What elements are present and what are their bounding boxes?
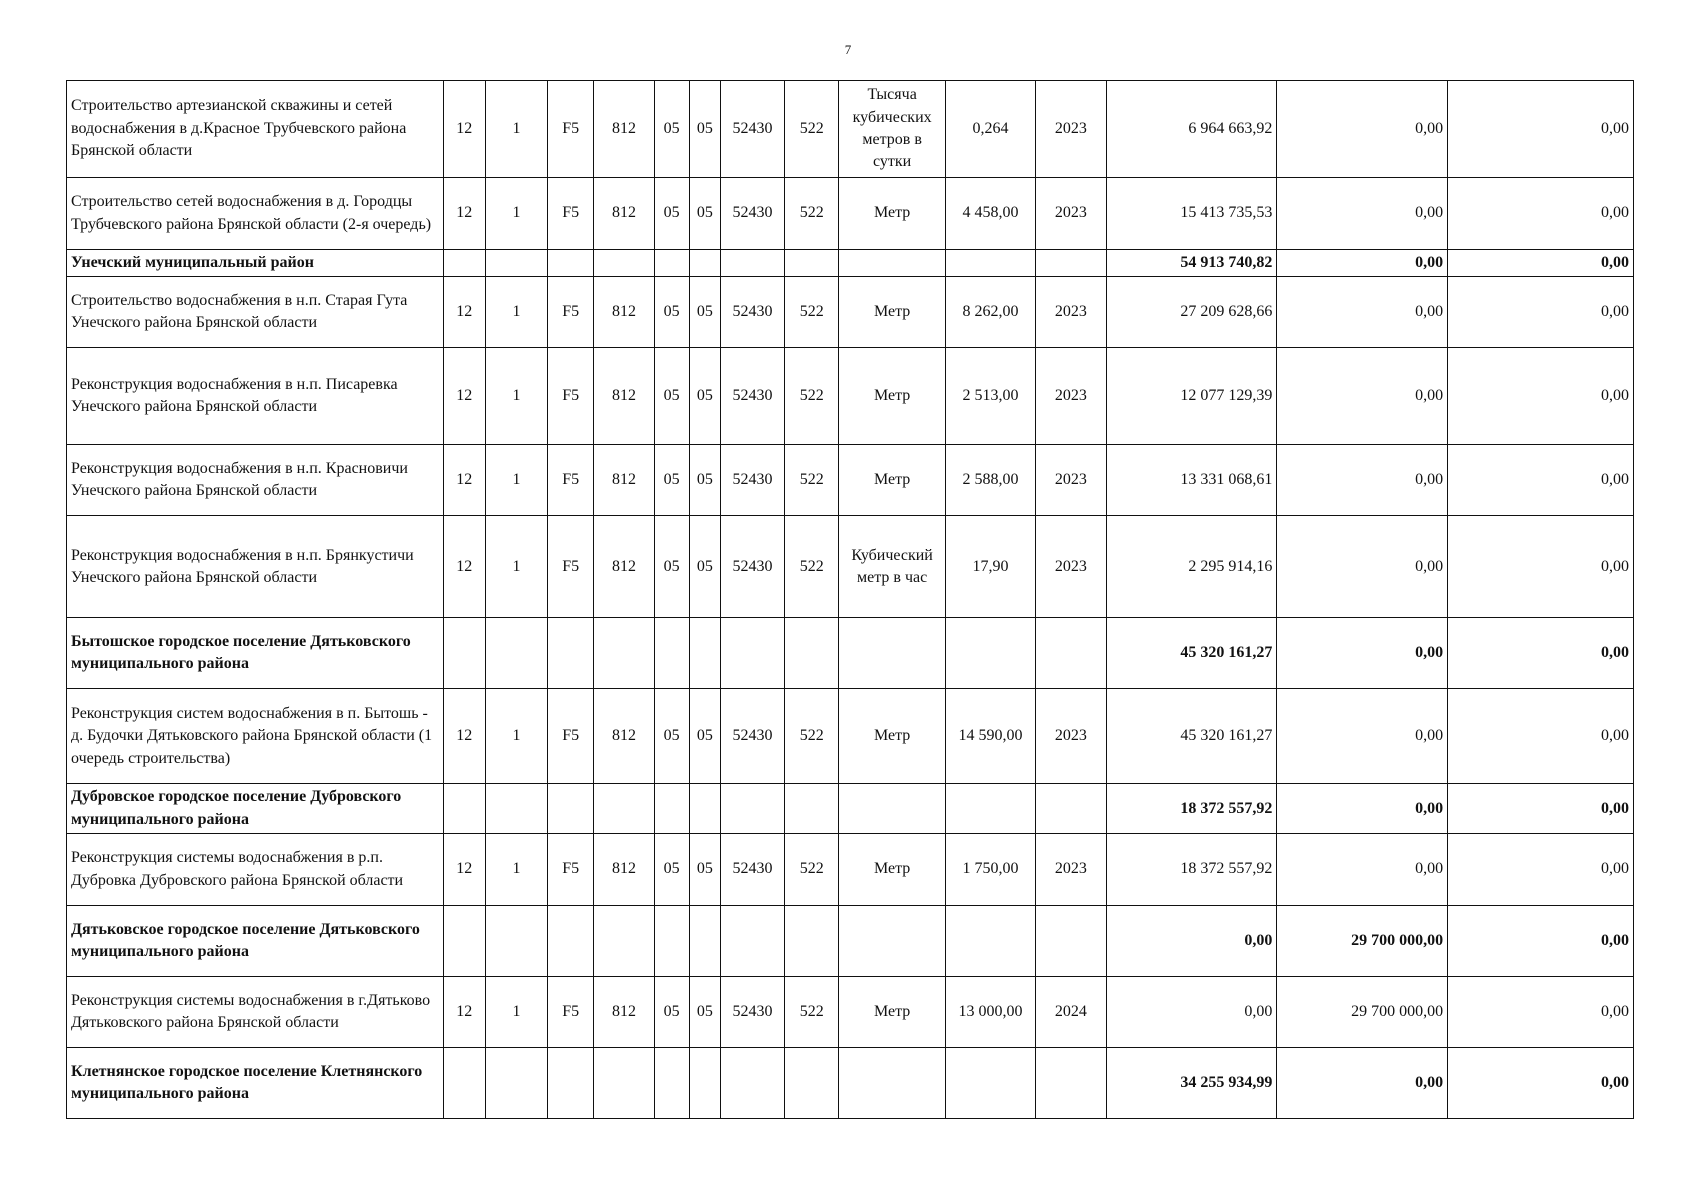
capacity-cell: 1 750,00 — [945, 834, 1035, 906]
amount-cell: 0,00 — [1277, 834, 1448, 906]
amount-cell: 0,00 — [1106, 906, 1277, 977]
capacity-cell: 2 588,00 — [945, 445, 1035, 516]
unit-cell: Метр — [839, 834, 945, 906]
year-cell: 2023 — [1036, 516, 1106, 618]
code-cell: 52430 — [720, 516, 784, 618]
object-name-cell: Строительство водоснабжения в н.п. Старая Гута Унечского района Брянской области — [67, 277, 444, 348]
code-cell: 1 — [485, 178, 547, 250]
code-cell: 05 — [654, 178, 689, 250]
code-cell: 05 — [654, 81, 689, 178]
amount-cell: 0,00 — [1277, 784, 1448, 834]
table-row — [67, 689, 1634, 784]
amount-cell: 0,00 — [1448, 689, 1634, 784]
amount-cell: 6 964 663,92 — [1106, 81, 1277, 178]
code-cell: 812 — [594, 689, 654, 784]
code-cell: 52430 — [720, 689, 784, 784]
code-cell: 812 — [594, 977, 654, 1048]
amount-cell: 0,00 — [1277, 689, 1448, 784]
code-cell: F5 — [548, 977, 594, 1048]
year-cell: 2023 — [1036, 348, 1106, 445]
year-cell: 2023 — [1036, 81, 1106, 178]
capacity-cell: 17,90 — [945, 516, 1035, 618]
code-cell: 12 — [443, 178, 485, 250]
group-total-row — [67, 618, 1634, 689]
amount-cell: 15 413 735,53 — [1106, 178, 1277, 250]
group-total-row — [67, 784, 1634, 834]
code-cell: 05 — [654, 348, 689, 445]
code-cell: 1 — [485, 277, 547, 348]
code-cell: 05 — [689, 81, 720, 178]
code-cell: 05 — [654, 977, 689, 1048]
group-name-cell: Дубровское городское поселение Дубровского муниципального района — [67, 784, 444, 834]
group-name-cell: Дятьковское городское поселение Дятьковского муниципального района — [67, 906, 444, 977]
code-cell: 1 — [485, 445, 547, 516]
code-cell: 1 — [485, 348, 547, 445]
amount-cell: 0,00 — [1277, 618, 1448, 689]
code-cell: 12 — [443, 516, 485, 618]
unit-cell: Метр — [839, 689, 945, 784]
amount-cell: 0,00 — [1448, 178, 1634, 250]
code-cell: 812 — [594, 178, 654, 250]
unit-cell: Метр — [839, 277, 945, 348]
amount-cell: 45 320 161,27 — [1106, 689, 1277, 784]
code-cell: 12 — [443, 81, 485, 178]
amount-cell: 2 295 914,16 — [1106, 516, 1277, 618]
code-cell: F5 — [548, 277, 594, 348]
amount-cell: 45 320 161,27 — [1106, 618, 1277, 689]
code-cell: 812 — [594, 445, 654, 516]
code-cell: 05 — [689, 516, 720, 618]
code-cell: 52430 — [720, 81, 784, 178]
unit-cell: Метр — [839, 348, 945, 445]
code-cell: 12 — [443, 277, 485, 348]
code-cell: 812 — [594, 81, 654, 178]
unit-cell: Метр — [839, 178, 945, 250]
code-cell: F5 — [548, 81, 594, 178]
amount-cell: 54 913 740,82 — [1106, 250, 1277, 277]
table-row — [67, 277, 1634, 348]
code-cell: 05 — [654, 277, 689, 348]
code-cell: 1 — [485, 81, 547, 178]
group-name-cell: Бытошское городское поселение Дятьковского муниципального района — [67, 618, 444, 689]
code-cell: 1 — [485, 516, 547, 618]
code-cell: 522 — [785, 277, 839, 348]
year-cell: 2024 — [1036, 977, 1106, 1048]
capacity-cell: 14 590,00 — [945, 689, 1035, 784]
object-name-cell: Реконструкция водоснабжения в н.п. Брянкустичи Унечского района Брянской области — [67, 516, 444, 618]
code-cell: F5 — [548, 348, 594, 445]
code-cell: 52430 — [720, 834, 784, 906]
unit-cell: Кубический метр в час — [839, 516, 945, 618]
code-cell: 05 — [654, 689, 689, 784]
amount-cell: 0,00 — [1448, 250, 1634, 277]
amount-cell: 0,00 — [1448, 977, 1634, 1048]
amount-cell: 0,00 — [1448, 906, 1634, 977]
code-cell: 522 — [785, 516, 839, 618]
amount-cell: 0,00 — [1448, 834, 1634, 906]
object-name-cell: Реконструкция системы водоснабжения в р.п. Дубровка Дубровского района Брянской области — [67, 834, 444, 906]
table-row — [67, 178, 1634, 250]
code-cell: 12 — [443, 977, 485, 1048]
code-cell: 52430 — [720, 977, 784, 1048]
amount-cell: 18 372 557,92 — [1106, 784, 1277, 834]
table-row — [67, 81, 1634, 178]
code-cell: 812 — [594, 277, 654, 348]
code-cell: 12 — [443, 348, 485, 445]
group-name-cell: Унечский муниципальный район — [67, 250, 444, 277]
code-cell: 812 — [594, 516, 654, 618]
code-cell: 522 — [785, 689, 839, 784]
year-cell: 2023 — [1036, 445, 1106, 516]
amount-cell: 0,00 — [1448, 618, 1634, 689]
code-cell: 1 — [485, 977, 547, 1048]
object-name-cell: Строительство сетей водоснабжения в д. Городцы Трубчевского района Брянской области (2-я очередь) — [67, 178, 444, 250]
unit-cell: Метр — [839, 445, 945, 516]
code-cell: 522 — [785, 445, 839, 516]
amount-cell: 0,00 — [1448, 348, 1634, 445]
code-cell: F5 — [548, 516, 594, 618]
object-name-cell: Реконструкция системы водоснабжения в г.Дятьково Дятьковского района Брянской области — [67, 977, 444, 1048]
capacity-cell: 0,264 — [945, 81, 1035, 178]
year-cell: 2023 — [1036, 178, 1106, 250]
table-row — [67, 977, 1634, 1048]
code-cell: 05 — [689, 348, 720, 445]
code-cell: 52430 — [720, 348, 784, 445]
amount-cell: 0,00 — [1277, 348, 1448, 445]
code-cell: F5 — [548, 689, 594, 784]
amount-cell: 12 077 129,39 — [1106, 348, 1277, 445]
code-cell: 05 — [689, 689, 720, 784]
amount-cell: 0,00 — [1277, 277, 1448, 348]
budget-table — [66, 80, 1634, 1119]
code-cell: 12 — [443, 445, 485, 516]
code-cell: 1 — [485, 834, 547, 906]
code-cell: F5 — [548, 445, 594, 516]
object-name-cell: Реконструкция систем водоснабжения в п. Бытошь - д. Будочки Дятьковского района Брянской области (1 очередь строительства) — [67, 689, 444, 784]
code-cell: 812 — [594, 834, 654, 906]
table-row — [67, 516, 1634, 618]
year-cell: 2023 — [1036, 277, 1106, 348]
amount-cell: 0,00 — [1277, 1048, 1448, 1119]
capacity-cell: 2 513,00 — [945, 348, 1035, 445]
page-number: 7 — [844, 42, 852, 57]
amount-cell: 0,00 — [1448, 277, 1634, 348]
group-total-row — [67, 250, 1634, 277]
group-name-cell: Клетнянское городское поселение Клетнянского муниципального района — [67, 1048, 444, 1119]
group-total-row — [67, 1048, 1634, 1119]
amount-cell: 0,00 — [1277, 81, 1448, 178]
code-cell: 1 — [485, 689, 547, 784]
group-total-row — [67, 906, 1634, 977]
amount-cell: 0,00 — [1106, 977, 1277, 1048]
code-cell: F5 — [548, 834, 594, 906]
amount-cell: 0,00 — [1277, 250, 1448, 277]
code-cell: 05 — [654, 834, 689, 906]
object-name-cell: Реконструкция водоснабжения в н.п. Красновичи Унечского района Брянской области — [67, 445, 444, 516]
amount-cell: 34 255 934,99 — [1106, 1048, 1277, 1119]
amount-cell: 0,00 — [1448, 516, 1634, 618]
capacity-cell: 8 262,00 — [945, 277, 1035, 348]
code-cell: 12 — [443, 689, 485, 784]
code-cell: 05 — [654, 445, 689, 516]
table-row — [67, 445, 1634, 516]
code-cell: 12 — [443, 834, 485, 906]
code-cell: 522 — [785, 977, 839, 1048]
code-cell: 522 — [785, 81, 839, 178]
amount-cell: 29 700 000,00 — [1277, 906, 1448, 977]
table-row — [67, 348, 1634, 445]
object-name-cell: Реконструкция водоснабжения в н.п. Писаревка Унечского района Брянской области — [67, 348, 444, 445]
unit-cell: Метр — [839, 977, 945, 1048]
amount-cell: 0,00 — [1277, 178, 1448, 250]
capacity-cell: 4 458,00 — [945, 178, 1035, 250]
unit-cell: Тысяча кубических метров в сутки — [839, 81, 945, 178]
code-cell: 05 — [654, 516, 689, 618]
capacity-cell: 13 000,00 — [945, 977, 1035, 1048]
code-cell: 05 — [689, 445, 720, 516]
amount-cell: 0,00 — [1277, 445, 1448, 516]
code-cell: 522 — [785, 834, 839, 906]
code-cell: 812 — [594, 348, 654, 445]
amount-cell: 0,00 — [1448, 81, 1634, 178]
amount-cell: 0,00 — [1448, 784, 1634, 834]
year-cell: 2023 — [1036, 689, 1106, 784]
code-cell: 52430 — [720, 445, 784, 516]
code-cell: 522 — [785, 348, 839, 445]
code-cell: F5 — [548, 178, 594, 250]
amount-cell: 0,00 — [1448, 445, 1634, 516]
amount-cell: 27 209 628,66 — [1106, 277, 1277, 348]
amount-cell: 18 372 557,92 — [1106, 834, 1277, 906]
object-name-cell: Строительство артезианской скважины и сетей водоснабжения в д.Красное Трубчевского района Брянской области — [67, 81, 444, 178]
code-cell: 05 — [689, 834, 720, 906]
amount-cell: 0,00 — [1277, 516, 1448, 618]
amount-cell: 29 700 000,00 — [1277, 977, 1448, 1048]
code-cell: 05 — [689, 178, 720, 250]
code-cell: 05 — [689, 277, 720, 348]
code-cell: 52430 — [720, 277, 784, 348]
amount-cell: 13 331 068,61 — [1106, 445, 1277, 516]
code-cell: 52430 — [720, 178, 784, 250]
code-cell: 05 — [689, 977, 720, 1048]
table-row — [67, 834, 1634, 906]
code-cell: 522 — [785, 178, 839, 250]
amount-cell: 0,00 — [1448, 1048, 1634, 1119]
year-cell: 2023 — [1036, 834, 1106, 906]
